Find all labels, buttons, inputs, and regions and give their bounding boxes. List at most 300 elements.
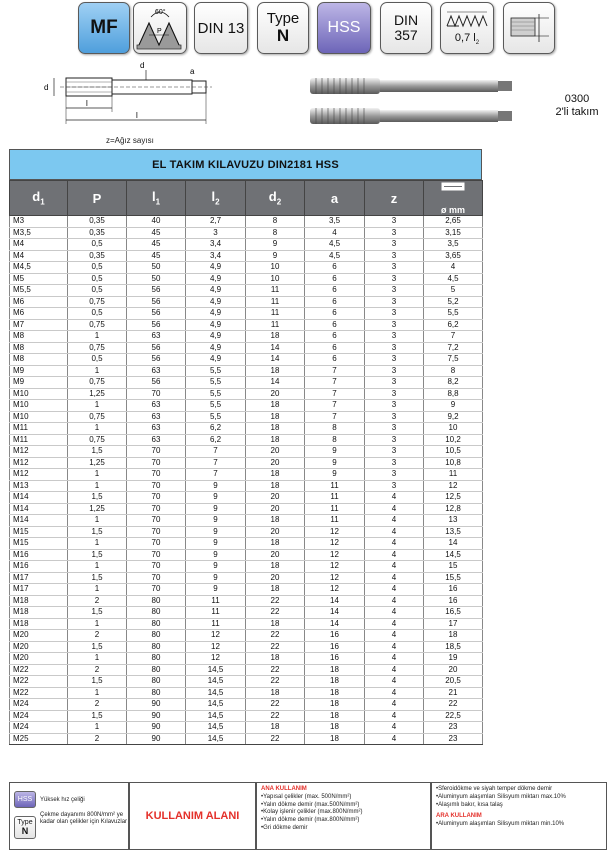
table-cell: 11 [186, 595, 246, 607]
col-a-label: a [330, 190, 339, 206]
table-cell: 80 [127, 618, 186, 630]
table-cell: 10,2 [424, 434, 483, 446]
drill-diameter-icon [438, 181, 468, 203]
table-cell: 4,9 [186, 285, 246, 297]
table-cell: 10,8 [424, 457, 483, 469]
tap-photo-icon [308, 72, 516, 134]
table-cell: M14 [10, 503, 68, 515]
table-cell: 3 [365, 365, 424, 377]
table-cell: 13,5 [424, 526, 483, 538]
table-cell: 3 [186, 227, 246, 239]
table-cell: 9 [186, 584, 246, 596]
din357-label-1: DIN [393, 12, 419, 29]
table-row [10, 733, 483, 745]
table-cell: 8 [424, 365, 483, 377]
table-cell: 18 [305, 710, 365, 722]
table-cell: 1 [68, 618, 127, 630]
table-cell: 7,5 [424, 354, 483, 366]
footer-hss-note: Yüksek hız çeliği [40, 797, 85, 803]
table-cell: 22 [246, 630, 305, 642]
table-cell: 14,5 [186, 733, 246, 745]
table-cell: 4,9 [186, 296, 246, 308]
table-cell: 4 [365, 595, 424, 607]
table-cell: 1 [68, 653, 127, 665]
table-cell: 20 [246, 388, 305, 400]
table-row [10, 434, 483, 446]
table-cell: 18 [305, 664, 365, 676]
table-cell: 80 [127, 664, 186, 676]
table-cell: 6 [305, 296, 365, 308]
table-cell: M9 [10, 365, 68, 377]
dim-l1: l [136, 111, 138, 120]
footer-type-label: Type [17, 819, 33, 826]
table-cell: 2 [68, 733, 127, 745]
table-cell: 63 [127, 411, 186, 423]
table-cell: 5,5 [186, 411, 246, 423]
table-cell: 90 [127, 733, 186, 745]
secondary-usage-box [431, 782, 607, 850]
table-cell: 80 [127, 607, 186, 619]
table-cell: 4 [365, 618, 424, 630]
table-cell: 7 [186, 469, 246, 481]
table-cell: 3 [365, 469, 424, 481]
table-cell: 1 [68, 400, 127, 412]
table-cell: 18 [246, 331, 305, 343]
table-cell: 1,25 [68, 503, 127, 515]
table-cell: 20 [424, 664, 483, 676]
table-row [10, 423, 483, 435]
table-cell: M6 [10, 296, 68, 308]
table-cell: 70 [127, 584, 186, 596]
table-cell: 11 [246, 285, 305, 297]
table-row [10, 469, 483, 481]
table-row [10, 664, 483, 676]
table-cell: 22 [246, 641, 305, 653]
feature-badge-row [0, 0, 615, 56]
table-cell: 0,35 [68, 250, 127, 262]
table-row [10, 515, 483, 527]
table-cell: 10 [246, 273, 305, 285]
table-cell: 14 [246, 377, 305, 389]
table-cell: 11 [246, 319, 305, 331]
table-cell: 80 [127, 653, 186, 665]
table-cell: 7 [305, 411, 365, 423]
secondary-usage-item: • Alaşımlı bakır, kısa talaş [436, 802, 602, 810]
table-cell: 3 [365, 377, 424, 389]
table-cell: 70 [127, 526, 186, 538]
table-row [10, 227, 483, 239]
col-d1-label: d [32, 189, 41, 205]
tolerance-sub: 2 [475, 40, 480, 47]
table-cell: 14 [305, 607, 365, 619]
table-cell: 13 [424, 515, 483, 527]
table-cell: 4 [365, 515, 424, 527]
table-cell: 9 [246, 250, 305, 262]
table-cell: 3 [365, 354, 424, 366]
dim-d1: d [44, 83, 49, 92]
table-cell: 1,5 [68, 549, 127, 561]
table-cell: 1,5 [68, 572, 127, 584]
table-cell: M8 [10, 354, 68, 366]
table-cell: 2,7 [186, 216, 246, 228]
type-n-badge [257, 2, 309, 54]
table-cell: 0,75 [68, 319, 127, 331]
table-row [10, 285, 483, 297]
table-cell: 56 [127, 342, 186, 354]
table-cell: 8 [305, 434, 365, 446]
table-cell: 5,5 [186, 400, 246, 412]
table-cell: M10 [10, 411, 68, 423]
table-cell: 3 [365, 400, 424, 412]
table-cell: 7 [305, 388, 365, 400]
table-row [10, 250, 483, 262]
table-row [10, 630, 483, 642]
table-cell: 20 [246, 549, 305, 561]
table-cell: 4 [365, 584, 424, 596]
table-cell: 45 [127, 239, 186, 251]
table-cell: 18 [246, 423, 305, 435]
table-row [10, 572, 483, 584]
table-cell: 12 [305, 526, 365, 538]
type-label: Type [266, 10, 300, 28]
table-cell: 6 [305, 354, 365, 366]
table-cell: 3,4 [186, 250, 246, 262]
table-cell: 6,2 [186, 434, 246, 446]
table-cell: 22 [246, 607, 305, 619]
table-cell: 4 [305, 227, 365, 239]
tap-dimension-drawing [42, 60, 222, 148]
table-cell: 1 [68, 561, 127, 573]
table-cell: 1 [68, 687, 127, 699]
table-cell: 9 [305, 446, 365, 458]
table-cell: 4 [365, 503, 424, 515]
col-l2-label: l [211, 189, 216, 205]
table-cell: M16 [10, 561, 68, 573]
table-cell: 4,5 [305, 239, 365, 251]
table-cell: 40 [127, 216, 186, 228]
table-cell: 12 [305, 561, 365, 573]
mf-badge [78, 2, 130, 54]
secondary-usage-list-2 [436, 821, 602, 829]
table-row [10, 538, 483, 550]
dim-l2: l [86, 99, 88, 108]
din357-label-2: 357 [394, 27, 418, 43]
table-cell: 3 [365, 216, 424, 228]
table-cell: 9 [305, 469, 365, 481]
shank-diameter-badge [503, 2, 555, 54]
table-cell: 11 [305, 515, 365, 527]
secondary-usage-head: ARA KULLANIM [436, 813, 482, 820]
table-cell: M10 [10, 388, 68, 400]
thread-profile-badge [133, 2, 187, 54]
table-cell: 11 [246, 296, 305, 308]
table-cell: 9,2 [424, 411, 483, 423]
table-cell: 1,5 [68, 641, 127, 653]
table-cell: M8 [10, 331, 68, 343]
table-cell: 11 [246, 308, 305, 320]
table-cell: 7 [186, 446, 246, 458]
table-cell: 3 [365, 308, 424, 320]
table-cell: 9 [424, 400, 483, 412]
main-usage-list [261, 794, 426, 833]
table-cell: 6 [305, 319, 365, 331]
table-row [10, 262, 483, 274]
table-cell: 3,15 [424, 227, 483, 239]
table-cell: 0,5 [68, 308, 127, 320]
table-cell: 7,2 [424, 342, 483, 354]
table-cell: M22 [10, 664, 68, 676]
table-cell: 21 [424, 687, 483, 699]
table-cell: 3,65 [424, 250, 483, 262]
footer-legend [9, 782, 607, 850]
table-cell: 9 [246, 239, 305, 251]
table-cell: 10,5 [424, 446, 483, 458]
table-cell: 14 [305, 618, 365, 630]
table-cell: 16 [305, 641, 365, 653]
din13-badge [194, 2, 248, 54]
table-row [10, 526, 483, 538]
table-cell: 18,5 [424, 641, 483, 653]
table-cell: 11 [186, 618, 246, 630]
col-d2-sub: 2 [276, 197, 282, 207]
table-cell: 16,5 [424, 607, 483, 619]
table-cell: 1,25 [68, 457, 127, 469]
table-cell: M18 [10, 607, 68, 619]
thread-angle-text: 60° [155, 9, 166, 16]
table-cell: 3 [365, 480, 424, 492]
table-cell: 4,5 [305, 250, 365, 262]
table-cell: 18 [246, 653, 305, 665]
table-cell: 6 [305, 342, 365, 354]
table-cell: 50 [127, 273, 186, 285]
table-cell: M12 [10, 446, 68, 458]
tap-drawing-icon [42, 60, 222, 140]
table-cell: 20 [246, 457, 305, 469]
table-cell: 3,5 [305, 216, 365, 228]
table-cell: 16 [424, 584, 483, 596]
table-cell: 9 [186, 480, 246, 492]
table-cell: M3,5 [10, 227, 68, 239]
table-cell: 18 [424, 630, 483, 642]
table-cell: 18 [246, 469, 305, 481]
table-cell: M20 [10, 641, 68, 653]
tolerance-text: 0,7 l [454, 31, 476, 44]
table-row [10, 400, 483, 412]
mf-badge-label: MF [90, 17, 118, 38]
table-cell: 70 [127, 515, 186, 527]
table-row [10, 676, 483, 688]
table-cell: 80 [127, 676, 186, 688]
main-usage-item: • Kolay işlenir çelikler (max.800N/mm²) [261, 809, 426, 817]
table-cell: 4 [365, 492, 424, 504]
table-cell: 56 [127, 354, 186, 366]
table-cell: 70 [127, 388, 186, 400]
product-set-label: 2'li takım [555, 106, 599, 119]
table-row [10, 216, 483, 228]
table-cell: 5,5 [186, 388, 246, 400]
table-cell: M18 [10, 595, 68, 607]
table-cell: 56 [127, 319, 186, 331]
table-row [10, 699, 483, 711]
table-cell: 14,5 [186, 710, 246, 722]
table-cell: M11 [10, 434, 68, 446]
col-d1-sub: 1 [40, 197, 45, 207]
table-cell: 22 [246, 664, 305, 676]
table-row [10, 687, 483, 699]
table-cell: 8,2 [424, 377, 483, 389]
table-cell: 3 [365, 296, 424, 308]
table-cell: 3 [365, 434, 424, 446]
table-cell: 4 [365, 526, 424, 538]
table-cell: 18 [246, 434, 305, 446]
table-cell: 12,8 [424, 503, 483, 515]
table-cell: 1,25 [68, 388, 127, 400]
table-cell: 3 [365, 331, 424, 343]
table-row [10, 296, 483, 308]
table-cell: 14 [246, 354, 305, 366]
thread-flank-icon [445, 10, 489, 30]
product-code-block [547, 93, 607, 119]
table-cell: 18 [305, 722, 365, 734]
table-cell: 0,75 [68, 434, 127, 446]
col-z-label: z [390, 190, 398, 206]
table-cell: 6 [305, 331, 365, 343]
table-cell: 22 [246, 595, 305, 607]
table-row [10, 377, 483, 389]
dim-a: a [190, 67, 195, 76]
table-cell: 1 [68, 469, 127, 481]
table-cell: 8 [246, 227, 305, 239]
table-cell: 9 [186, 526, 246, 538]
table-cell: 63 [127, 400, 186, 412]
table-cell: 4 [365, 687, 424, 699]
table-cell: 7 [305, 365, 365, 377]
table-cell: 1 [68, 722, 127, 734]
table-cell: M22 [10, 687, 68, 699]
table-cell: 7 [305, 377, 365, 389]
table-row [10, 503, 483, 515]
table-cell: M13 [10, 480, 68, 492]
table-cell: 20,5 [424, 676, 483, 688]
table-cell: M15 [10, 526, 68, 538]
table-row [10, 239, 483, 251]
table-row [10, 710, 483, 722]
table-cell: 80 [127, 641, 186, 653]
dim-d2: d [140, 61, 145, 70]
tolerance-badge [440, 2, 494, 54]
table-cell: 3,4 [186, 239, 246, 251]
table-cell: 5 [424, 285, 483, 297]
footer-type-badge [14, 816, 36, 839]
table-row [10, 618, 483, 630]
table-cell: 22 [246, 710, 305, 722]
table-cell: 4 [365, 710, 424, 722]
table-cell: 18 [305, 733, 365, 745]
table-cell: 18 [246, 722, 305, 734]
table-cell: 9 [186, 515, 246, 527]
table-cell: 0,35 [68, 216, 127, 228]
table-cell: 11 [186, 607, 246, 619]
table-cell: 70 [127, 480, 186, 492]
table-cell: 2 [68, 630, 127, 642]
table-cell: 12 [305, 549, 365, 561]
table-cell: 90 [127, 710, 186, 722]
table-cell: 22 [246, 676, 305, 688]
col-l2 [186, 181, 246, 216]
table-cell: 4 [365, 607, 424, 619]
table-cell: M17 [10, 584, 68, 596]
table-cell: 1,5 [68, 492, 127, 504]
table-cell: 10 [246, 262, 305, 274]
table-cell: 18 [246, 561, 305, 573]
main-usage-box [256, 782, 431, 850]
table-cell: M15 [10, 538, 68, 550]
table-cell: 7 [186, 457, 246, 469]
table-cell: M17 [10, 572, 68, 584]
spec-table [9, 180, 483, 745]
table-cell: 3 [365, 423, 424, 435]
table-cell: M10 [10, 400, 68, 412]
col-a [305, 181, 365, 216]
table-cell: 4,9 [186, 331, 246, 343]
table-cell: 11 [424, 469, 483, 481]
table-row [10, 331, 483, 343]
col-z [365, 181, 424, 216]
table-cell: 6 [305, 285, 365, 297]
table-cell: 18 [305, 676, 365, 688]
table-cell: 90 [127, 722, 186, 734]
table-cell: 14,5 [186, 664, 246, 676]
table-cell: 3 [365, 273, 424, 285]
table-cell: 45 [127, 227, 186, 239]
table-cell: 4 [365, 630, 424, 642]
main-usage-head: ANA KULLANIM [261, 786, 307, 792]
table-cell: 11 [305, 480, 365, 492]
table-cell: 14,5 [186, 687, 246, 699]
table-cell: 63 [127, 365, 186, 377]
table-cell: 0,75 [68, 342, 127, 354]
table-cell: 4,9 [186, 262, 246, 274]
table-cell: 1 [68, 480, 127, 492]
table-row [10, 492, 483, 504]
table-cell: M20 [10, 653, 68, 665]
table-cell: 23 [424, 733, 483, 745]
table-cell: 20 [246, 526, 305, 538]
table-row [10, 457, 483, 469]
table-cell: 5,2 [424, 296, 483, 308]
table-cell: M16 [10, 549, 68, 561]
table-cell: 7 [424, 331, 483, 343]
table-cell: 12 [186, 630, 246, 642]
table-cell: 14,5 [186, 676, 246, 688]
footer-badge-legend [9, 782, 129, 850]
hss-label: HSS [327, 19, 361, 36]
table-row [10, 273, 483, 285]
table-cell: 12 [186, 641, 246, 653]
table-row [10, 595, 483, 607]
table-row [10, 607, 483, 619]
table-cell: 12 [424, 480, 483, 492]
table-cell: 18 [246, 618, 305, 630]
table-cell: M7 [10, 319, 68, 331]
din13-label: DIN 13 [197, 19, 245, 37]
table-cell: 9 [186, 549, 246, 561]
drawing-caption: z=Ağız sayısı [106, 136, 154, 145]
table-cell: 1 [68, 423, 127, 435]
table-cell: 9 [186, 572, 246, 584]
col-l1-label: l [151, 189, 156, 205]
table-cell: 18 [246, 480, 305, 492]
